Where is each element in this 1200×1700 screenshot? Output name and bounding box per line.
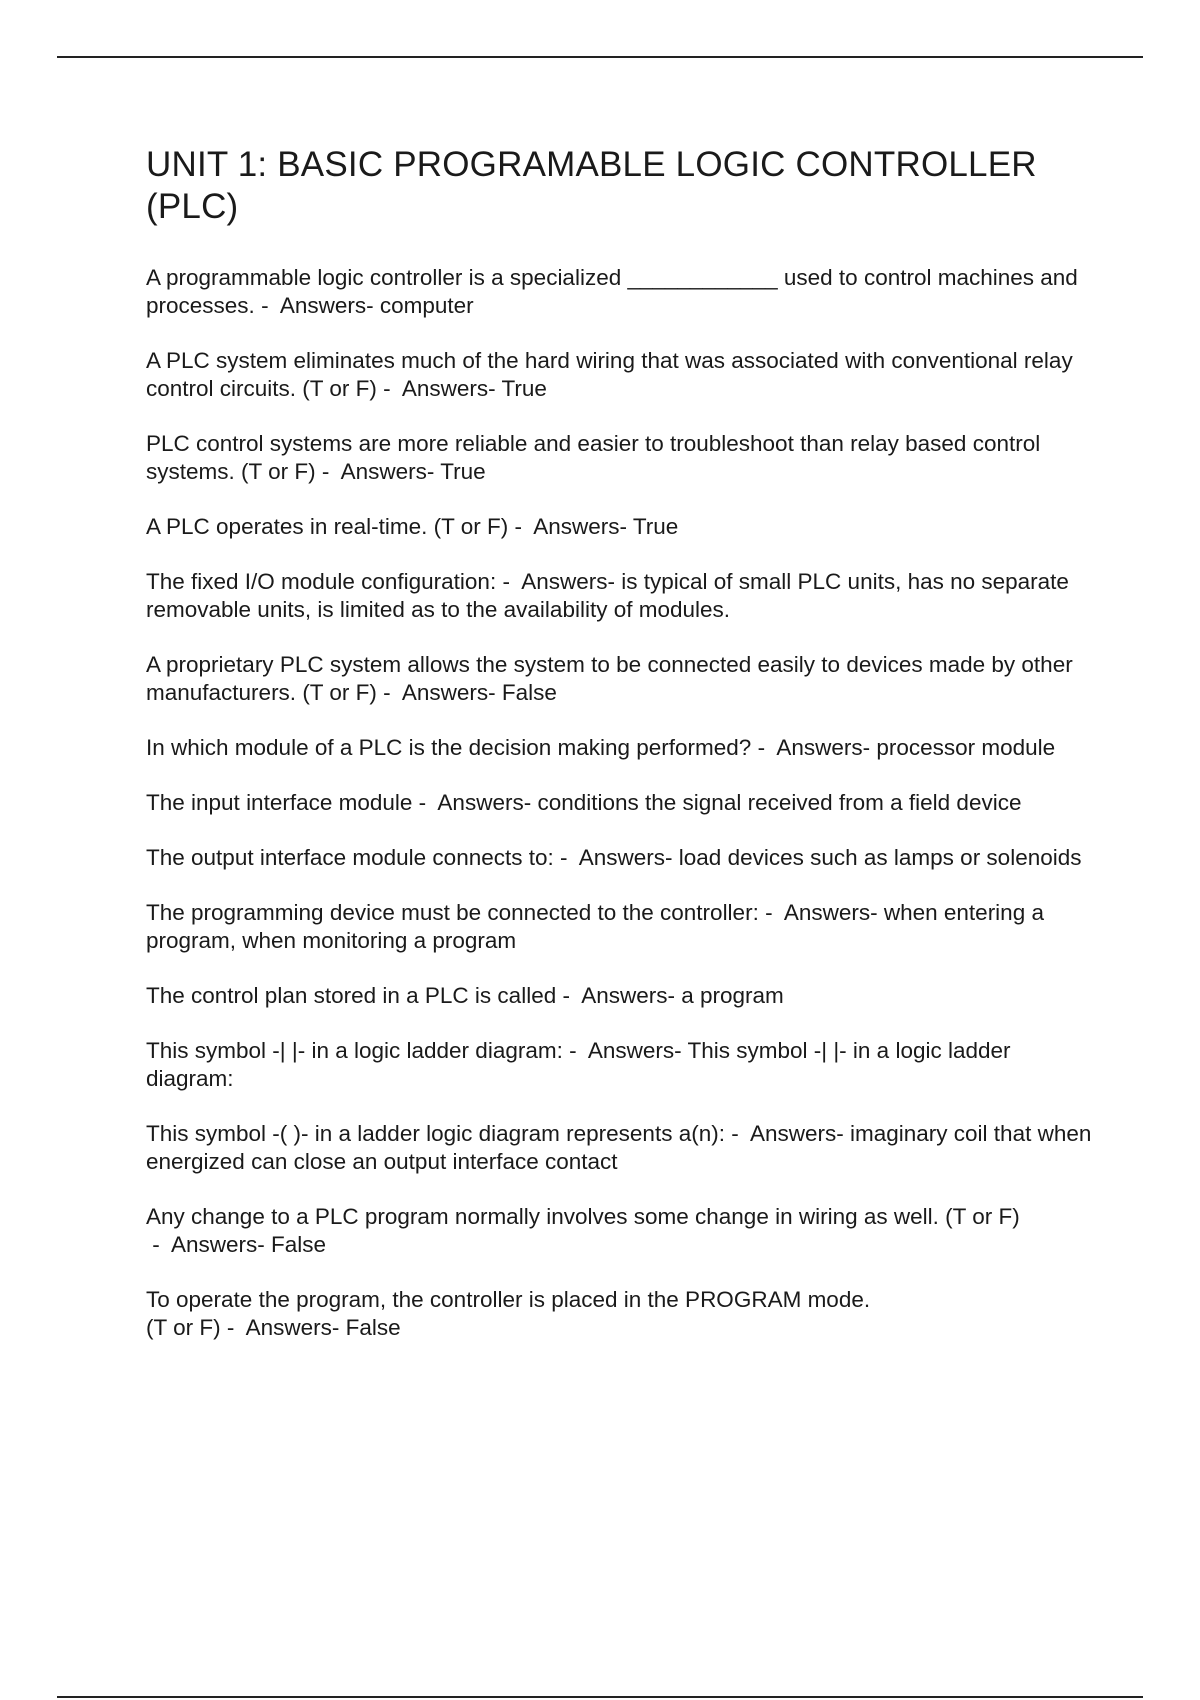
answer-prefix: - Answers- [724, 1121, 850, 1146]
question-text: Any change to a PLC program normally involves some change in wiring as well. (T or F) [146, 1204, 1020, 1229]
qa-item [146, 1037, 1096, 1093]
qa-item [146, 513, 1096, 541]
qa-item [146, 899, 1096, 955]
answer-prefix: - Answers- [220, 1315, 346, 1340]
answer-prefix: - Answers- [758, 900, 884, 925]
answer-prefix: - Answers- [412, 790, 538, 815]
question-text: The programming device must be connected to the controller: [146, 900, 759, 925]
answer-prefix: - Answers- [496, 569, 622, 594]
qa-item [146, 1286, 1096, 1342]
answer-prefix: - Answers- [254, 293, 380, 318]
document-body [146, 144, 1096, 1369]
answer-prefix: - Answers- [376, 376, 502, 401]
answer-prefix: - Answers- [315, 459, 441, 484]
qa-item [146, 734, 1096, 762]
answer-text: False [501, 680, 557, 705]
question-text: A PLC system eliminates much of the hard wiring that was associated with conventional relay control circuits. (T or F) [146, 348, 1073, 401]
question-text: The input interface module [146, 790, 413, 815]
answer-prefix: - Answers- [553, 845, 679, 870]
answer-text: True [632, 514, 679, 539]
qa-list [146, 264, 1096, 1342]
question-text: The output interface module connects to: [146, 845, 554, 870]
answer-text: True [501, 376, 547, 401]
answer-prefix: - Answers- [146, 1232, 272, 1257]
question-text: A PLC operates in real-time. (T or F) [146, 514, 509, 539]
qa-item [146, 1120, 1096, 1176]
qa-item [146, 982, 1096, 1010]
page-title: UNIT 1: BASIC PROGRAMABLE LOGIC CONTROLLER (PLC) [146, 145, 1037, 226]
answer-text: a program [681, 983, 784, 1008]
qa-item [146, 844, 1096, 872]
footer-rule [57, 1696, 1143, 1698]
question-text: In which module of a PLC is the decision making performed? [146, 735, 752, 760]
qa-item [146, 264, 1096, 320]
answer-text: False [345, 1315, 401, 1340]
question-text: This symbol -( )- in a ladder logic diagram represents a(n): [146, 1121, 725, 1146]
question-text: This symbol -| |- in a logic ladder diagram: [146, 1038, 563, 1063]
qa-item [146, 568, 1096, 624]
question-text: The control plan stored in a PLC is called [146, 983, 557, 1008]
answer-prefix: - Answers- [751, 735, 877, 760]
question-text: A programmable logic controller is a specialized ____________ used to control machines and processes. [146, 265, 1078, 318]
qa-item [146, 651, 1096, 707]
answer-text: True [440, 459, 486, 484]
answer-prefix: - Answers- [376, 680, 502, 705]
answer-text: when entering a program, when monitoring a program [146, 900, 1044, 953]
answer-text: processor module [876, 735, 1056, 760]
qa-item [146, 347, 1096, 403]
answer-text: computer [379, 293, 474, 318]
header-rule [57, 56, 1143, 58]
answer-text: False [271, 1232, 327, 1257]
answer-text: imaginary coil that when energized can close an output interface contact [146, 1121, 1092, 1174]
question-text: A proprietary PLC system allows the system to be connected easily to devices made by other manufacturers. (T or F) [146, 652, 1073, 705]
answer-prefix: - Answers- [562, 1038, 688, 1063]
answer-prefix: - Answers- [556, 983, 682, 1008]
answer-text: load devices such as lamps or solenoids [678, 845, 1082, 870]
answer-text: conditions the signal received from a field device [537, 790, 1022, 815]
qa-item [146, 430, 1096, 486]
question-text: To operate the program, the controller is placed in the PROGRAM mode. (T or F) [146, 1287, 871, 1340]
qa-item [146, 789, 1096, 817]
question-text: The fixed I/O module configuration: [146, 569, 497, 594]
answer-prefix: - Answers- [508, 514, 633, 539]
question-text: PLC control systems are more reliable and easier to troubleshoot than relay based control systems. (T or F) [146, 431, 1041, 484]
qa-item [146, 1203, 1096, 1259]
answer-text: is typical of small PLC units, has no separate removable units, is limited as to the availability of modules. [146, 569, 1069, 622]
answer-text: This symbol -| |- in a logic ladder diagram: [146, 1038, 1011, 1091]
